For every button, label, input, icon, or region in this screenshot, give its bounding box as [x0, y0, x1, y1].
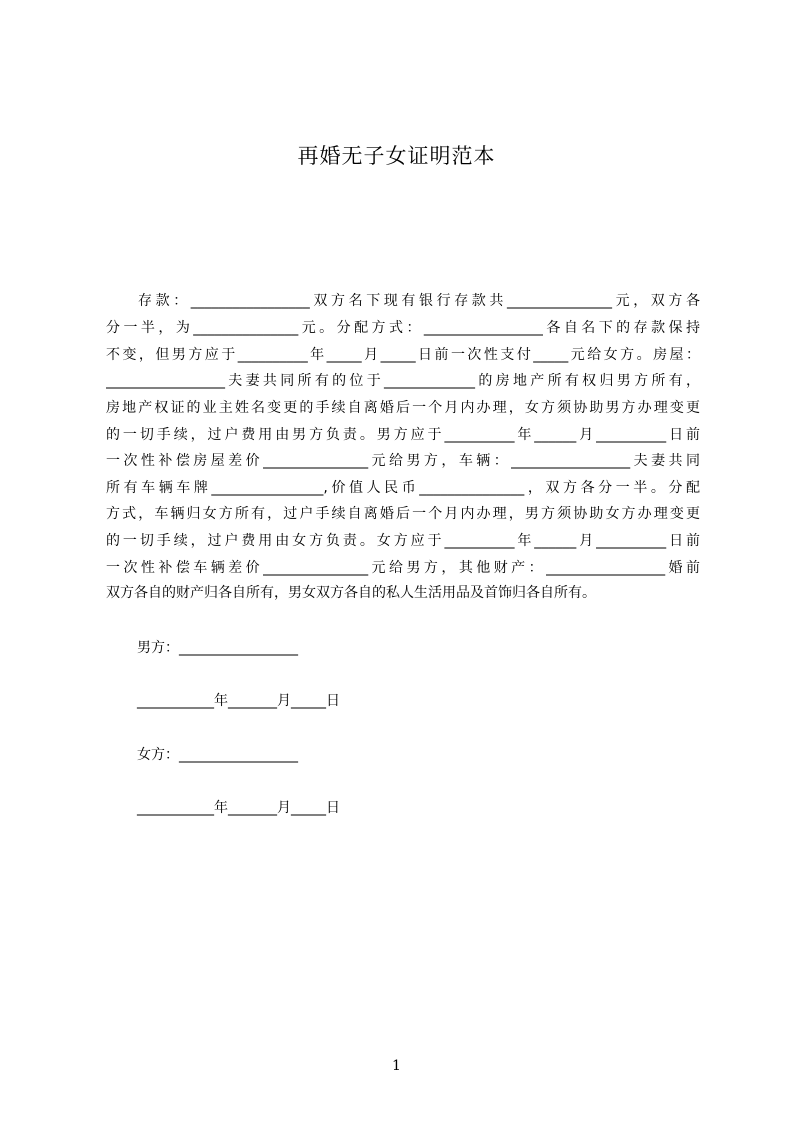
body-line: 所有车辆车牌________________,价值人民币_______________，双方各分一半。分配 — [106, 480, 700, 496]
body-line: 方式，车辆归女方所有，过户手续自离婚后一个月内办理，男方须协助女方办理变更 — [106, 506, 700, 522]
body-line: _________________夫妻共同所有的位于_____________的房地产所有权归男方所有， — [106, 373, 700, 389]
body-line: 存款：_________________双方名下现有银行存款共_______________元，双方各 — [138, 293, 700, 309]
page-number: 1 — [392, 1058, 401, 1074]
body-line: 双方各自的财产归各自所有，男女双方各自的私人生活用品及首饰归各自所有。 — [106, 585, 596, 601]
body-line: 一次性补偿车辆差价_______________元给男方，其他财产：_________________婚前 — [106, 560, 700, 576]
body-line: 房地产权证的业主姓名变更的手续自离婚后一个月内办理，女方须协助男方办理变更 — [106, 400, 700, 416]
document-title: 再婚无子女证明范本 — [297, 144, 496, 168]
body-line: 分一半，为_______________元。分配方式：_________________各自名下的存款保持 — [106, 320, 700, 336]
body-line: 的一切手续，过户费用由女方负责。女方应于__________年______月__________日前 — [106, 533, 700, 549]
body-line: 的一切手续，过户费用由男方负责。男方应于__________年______月__________日前 — [106, 427, 700, 443]
body-line: 不变，但男方应于__________年_____月_____日前一次性支付_____元给女方。房屋： — [106, 347, 700, 363]
male-party-signature-field: 男方：_________________ — [137, 640, 298, 656]
body-line: 一次性补偿房屋差价_______________元给男方，车辆：_________________夫妻共同 — [106, 453, 700, 469]
female-date-field: ___________年_______月_____日 — [137, 800, 340, 816]
male-date-field: ___________年_______月_____日 — [137, 693, 340, 709]
female-party-signature-field: 女方：_________________ — [137, 747, 298, 763]
